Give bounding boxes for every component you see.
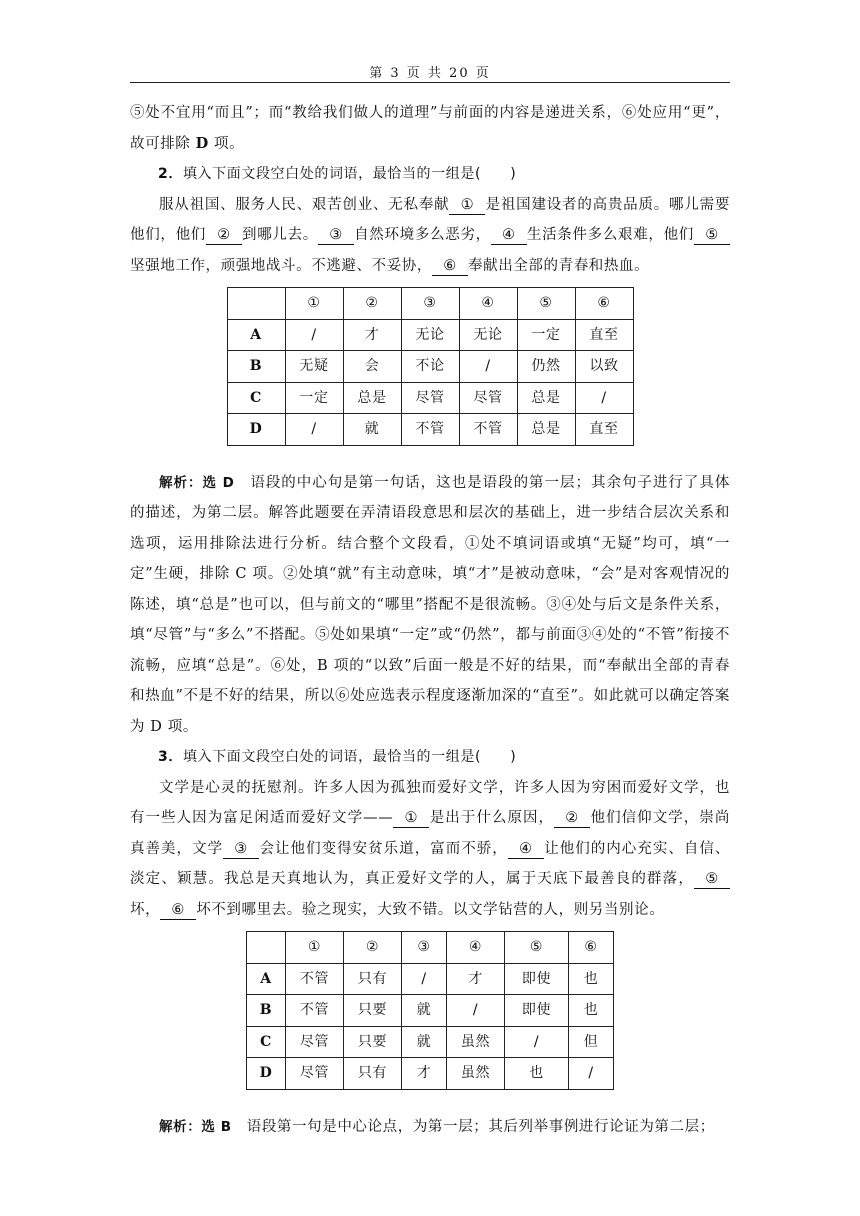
table-cell: /: [285, 319, 343, 351]
passage-text: 让他们的内心充实、自信、淡定、颖慧。我总是天真地认为，真正爱好文学的人，属于天底下最善良的群落，: [130, 840, 730, 887]
passage-text: 服从祖国、服务人民、艰苦创业、无私奉献: [159, 196, 450, 213]
option-label: B: [247, 995, 286, 1027]
passage-text: 坚强地工作，顽强地战斗。不逃避、不妥协，: [130, 257, 432, 274]
option-label: A: [247, 963, 286, 995]
analysis-text: ⑤处不宜用“而且”；而“教给我们做人的道理”与前面的内容是递进关系，⑥处应用“更”，故可排除: [130, 105, 730, 152]
blank-6: ⑥: [432, 257, 468, 276]
table-cell: 会: [343, 351, 401, 383]
table-cell: 就: [343, 414, 401, 446]
table-header-cell: ⑤: [517, 288, 575, 320]
table-cell: 总是: [517, 414, 575, 446]
passage-text: 生活条件多么艰难，他们: [526, 227, 694, 243]
blank-5: ⑤: [694, 226, 730, 245]
table-cell: 尽管: [286, 1026, 344, 1058]
question-2-passage: [130, 190, 730, 282]
blank-2: ②: [206, 226, 242, 245]
table-cell: /: [459, 351, 517, 383]
table-cell: 虽然: [447, 1026, 505, 1058]
blank-4: ④: [491, 226, 527, 245]
table-header-cell: ⑥: [569, 932, 614, 964]
table-cell: 但: [569, 1026, 614, 1058]
question-3-stem: [130, 742, 730, 773]
table-header-cell: ⑤: [505, 932, 569, 964]
table-cell: 一定: [285, 382, 343, 414]
table-cell: 尽管: [401, 382, 459, 414]
table-cell: 也: [569, 995, 614, 1027]
table-cell: 也: [505, 1058, 569, 1090]
table-cell: /: [505, 1026, 569, 1058]
table-cell: 无疑: [285, 351, 343, 383]
table-cell: 就: [402, 1026, 447, 1058]
table-row: [247, 1058, 614, 1090]
question-3-passage: [130, 773, 730, 926]
table-cell: 即使: [505, 963, 569, 995]
analysis-text: 语段的中心句是第一句话，这也是语段的第一层；其余句子进行了具体的描述，为第二层。解答此题要在弄清语段意思和层次的基础上，进一步结合层次关系和选项，运用排除法进行分析。结合整个文段看，①处不填词语或填“无疑”均可，填“一定”生硬，排除 C 项。②处填“就”有主动意味，填“才”是被动意味，“会”是对客观情况的陈述，填“总是”也可以，但与前文的“哪里”搭配不是很流畅。③④处与后文是条件关系，填“尽管”与“多么”不搭配。⑤处如果填“一定”或“仍然”，都与前面③④处的“不管”衔接不流畅，应填“总是”。⑥处，B 项的“以致”后面一般是不好的结果，而“奉献出全部的青春和热血”不是不好的结果，所以⑥处应选表示程度逐渐加深的“直至”。如此就可以确定答案为 D 项。: [130, 474, 730, 735]
table-cell: 虽然: [447, 1058, 505, 1090]
blank-2: ②: [554, 809, 590, 828]
previous-analysis-continuation: [130, 98, 730, 159]
table-cell: /: [285, 414, 343, 446]
table-cell: 不论: [401, 351, 459, 383]
table-header-cell: ①: [286, 932, 344, 964]
table-cell: 尽管: [286, 1058, 344, 1090]
document-body: [130, 98, 730, 1142]
passage-text: 是出于什么原因，: [429, 810, 555, 826]
table-cell: /: [569, 1058, 614, 1090]
table-row: [227, 414, 633, 446]
passage-text: 坏，: [130, 901, 161, 918]
passage-text: 会让他们变得安贫乐道，富而不骄，: [259, 840, 508, 857]
blank-1: ①: [393, 809, 429, 828]
passage-text: 到哪儿去。: [241, 227, 318, 243]
option-label: B: [227, 351, 285, 383]
table-header-cell: [247, 932, 286, 964]
table-cell: 只有: [344, 963, 402, 995]
table-cell: 就: [402, 995, 447, 1027]
table-cell: 只要: [344, 995, 402, 1027]
table-row: [247, 963, 614, 995]
table-cell: 仍然: [517, 351, 575, 383]
table-row: [227, 319, 633, 351]
question-3-analysis: [130, 1112, 730, 1143]
blank-3: ③: [318, 226, 354, 245]
table-cell: /: [575, 382, 633, 414]
question-3-options-table: [246, 931, 614, 1090]
table-cell: 即使: [505, 995, 569, 1027]
table-row: [247, 995, 614, 1027]
table-cell: 不管: [401, 414, 459, 446]
table-cell: 只有: [344, 1058, 402, 1090]
table-header-cell: ②: [343, 288, 401, 320]
table-header-cell: ③: [401, 288, 459, 320]
table-header-cell: ①: [285, 288, 343, 320]
table-header-cell: ②: [344, 932, 402, 964]
header-divider: [130, 82, 730, 83]
option-letter: D: [195, 134, 209, 152]
blank-6: ⑥: [160, 901, 196, 920]
analysis-text-end: 项。: [214, 135, 245, 152]
table-row: [247, 1026, 614, 1058]
table-header-cell: ④: [459, 288, 517, 320]
table-cell: 才: [447, 963, 505, 995]
table-row: [227, 351, 633, 383]
table-header-row: [247, 932, 614, 964]
question-text: 填入下面文段空白处的词语，最恰当的一组是( ): [182, 749, 517, 765]
question-2-options-table: [227, 287, 634, 446]
table-cell: 一定: [517, 319, 575, 351]
blank-5: ⑤: [694, 870, 730, 889]
analysis-label: 解析：: [159, 1118, 202, 1135]
table-header-cell: ③: [402, 932, 447, 964]
question-2-stem: [130, 159, 730, 190]
table-cell: /: [447, 995, 505, 1027]
table-cell: 总是: [517, 382, 575, 414]
table-cell: 无论: [459, 319, 517, 351]
question-2-analysis: [130, 468, 730, 743]
option-label: C: [247, 1026, 286, 1058]
option-label: C: [227, 382, 285, 414]
table-cell: 无论: [401, 319, 459, 351]
table-cell: 不管: [286, 995, 344, 1027]
question-number: 2．: [158, 166, 183, 182]
blank-3: ③: [223, 840, 259, 859]
option-label: D: [247, 1058, 286, 1090]
table-header-row: [227, 288, 633, 320]
table-cell: 才: [402, 1058, 447, 1090]
table-cell: 不管: [286, 963, 344, 995]
table-header-cell: ⑥: [575, 288, 633, 320]
table-cell: 总是: [343, 382, 401, 414]
passage-text: 自然环境多么恶劣，: [354, 227, 491, 243]
table-cell: 尽管: [459, 382, 517, 414]
passage-text: 奉献出全部的青春和热血。: [468, 257, 650, 274]
table-cell: 以致: [575, 351, 633, 383]
page-number-header: 第 3 页 共 20 页: [369, 66, 491, 81]
table-cell: /: [402, 963, 447, 995]
passage-text: 他们信仰文学，崇尚真善美，文学: [130, 810, 730, 857]
table-cell: 才: [343, 319, 401, 351]
table-cell: 直至: [575, 319, 633, 351]
option-label: D: [227, 414, 285, 446]
table-cell: 只要: [344, 1026, 402, 1058]
passage-text: 是祖国建设者的高贵品质。哪儿需要他们，他们: [130, 196, 730, 243]
blank-4: ④: [508, 840, 544, 859]
table-row: [227, 382, 633, 414]
question-text: 填入下面文段空白处的词语，最恰当的一组是( ): [182, 166, 517, 182]
passage-text: 文学是心灵的抚慰剂。许多人因为孤独而爱好文学，许多人因为穷困而爱好文学，也有一些人因为富足闲适而爱好文学——: [130, 779, 730, 826]
analysis-choice: 选 D: [202, 474, 235, 491]
table-cell: 直至: [575, 414, 633, 446]
table-header-cell: [227, 288, 285, 320]
analysis-label: 解析：: [159, 474, 203, 491]
question-number: 3．: [158, 749, 183, 765]
option-label: A: [227, 319, 285, 351]
analysis-choice: 选 B: [201, 1118, 232, 1135]
blank-1: ①: [449, 196, 485, 215]
table-header-cell: ④: [447, 932, 505, 964]
analysis-text: 语段第一句是中心论点，为第一层；其后列举事例进行论证为第二层；: [246, 1118, 715, 1135]
passage-text: 坏不到哪里去。验之现实，大致不错。以文学钻营的人，则另当别论。: [196, 901, 665, 918]
table-cell: 也: [569, 963, 614, 995]
table-cell: 不管: [459, 414, 517, 446]
